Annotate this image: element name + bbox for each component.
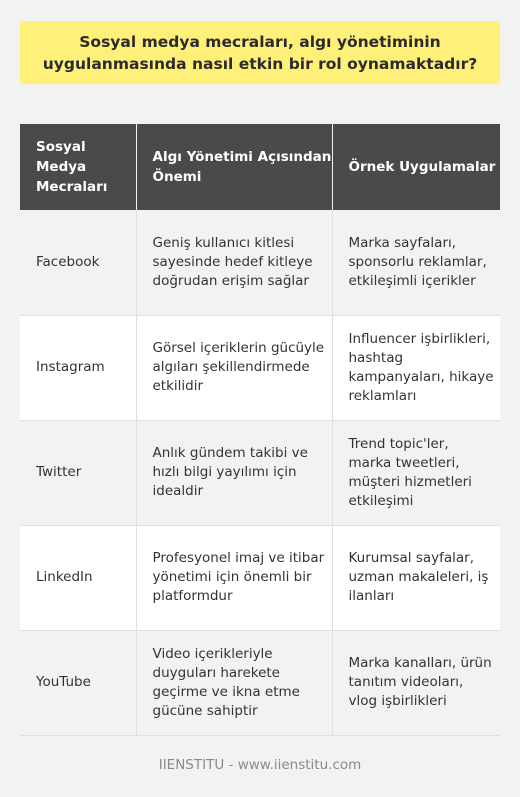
platform-cell: LinkedIn: [20, 525, 136, 630]
column-header-importance: Algı Yönetimi Açısından Önemi: [136, 124, 332, 210]
platform-cell: Facebook: [20, 210, 136, 315]
table-header-row: [20, 124, 500, 210]
table-row: [20, 420, 500, 525]
importance-cell: Görsel içeriklerin gücüyle algıları şekillendirmede etkilidir: [136, 315, 332, 420]
importance-cell: Profesyonel imaj ve itibar yönetimi için önemli bir platformdur: [136, 525, 332, 630]
platform-cell: YouTube: [20, 630, 136, 735]
table-row: [20, 210, 500, 315]
importance-cell: Video içerikleriyle duyguları harekete geçirme ve ikna etme gücüne sahiptir: [136, 630, 332, 735]
examples-cell: Marka sayfaları, sponsorlu reklamlar, etkileşimli içerikler: [332, 210, 500, 315]
footer-credit: IIENSTITU - www.iienstitu.com: [158, 757, 362, 773]
comparison-table: [20, 124, 500, 736]
title-banner: [20, 21, 500, 84]
table-row: [20, 525, 500, 630]
examples-cell: Marka kanalları, ürün tanıtım videoları, vlog işbirlikleri: [332, 630, 500, 735]
page-title: Sosyal medya mecraları, algı yönetiminin uygulanmasında nasıl etkin bir rol oynamaktadır?: [42, 32, 478, 73]
examples-cell: Influencer işbirlikleri, hashtag kampanyaları, hikaye reklamları: [332, 315, 500, 420]
importance-cell: Anlık gündem takibi ve hızlı bilgi yayılımı için idealdir: [136, 420, 332, 525]
table-row: [20, 630, 500, 735]
platform-cell: Twitter: [20, 420, 136, 525]
examples-cell: Kurumsal sayfalar, uzman makaleleri, iş ilanları: [332, 525, 500, 630]
table-row: [20, 315, 500, 420]
importance-cell: Geniş kullanıcı kitlesi sayesinde hedef kitleye doğrudan erişim sağlar: [136, 210, 332, 315]
column-header-examples: Örnek Uygulamalar: [332, 124, 500, 210]
examples-cell: Trend topic'ler, marka tweetleri, müşteri hizmetleri etkileşimi: [332, 420, 500, 525]
platform-cell: Instagram: [20, 315, 136, 420]
column-header-platform: Sosyal Medya Mecraları: [20, 124, 136, 210]
